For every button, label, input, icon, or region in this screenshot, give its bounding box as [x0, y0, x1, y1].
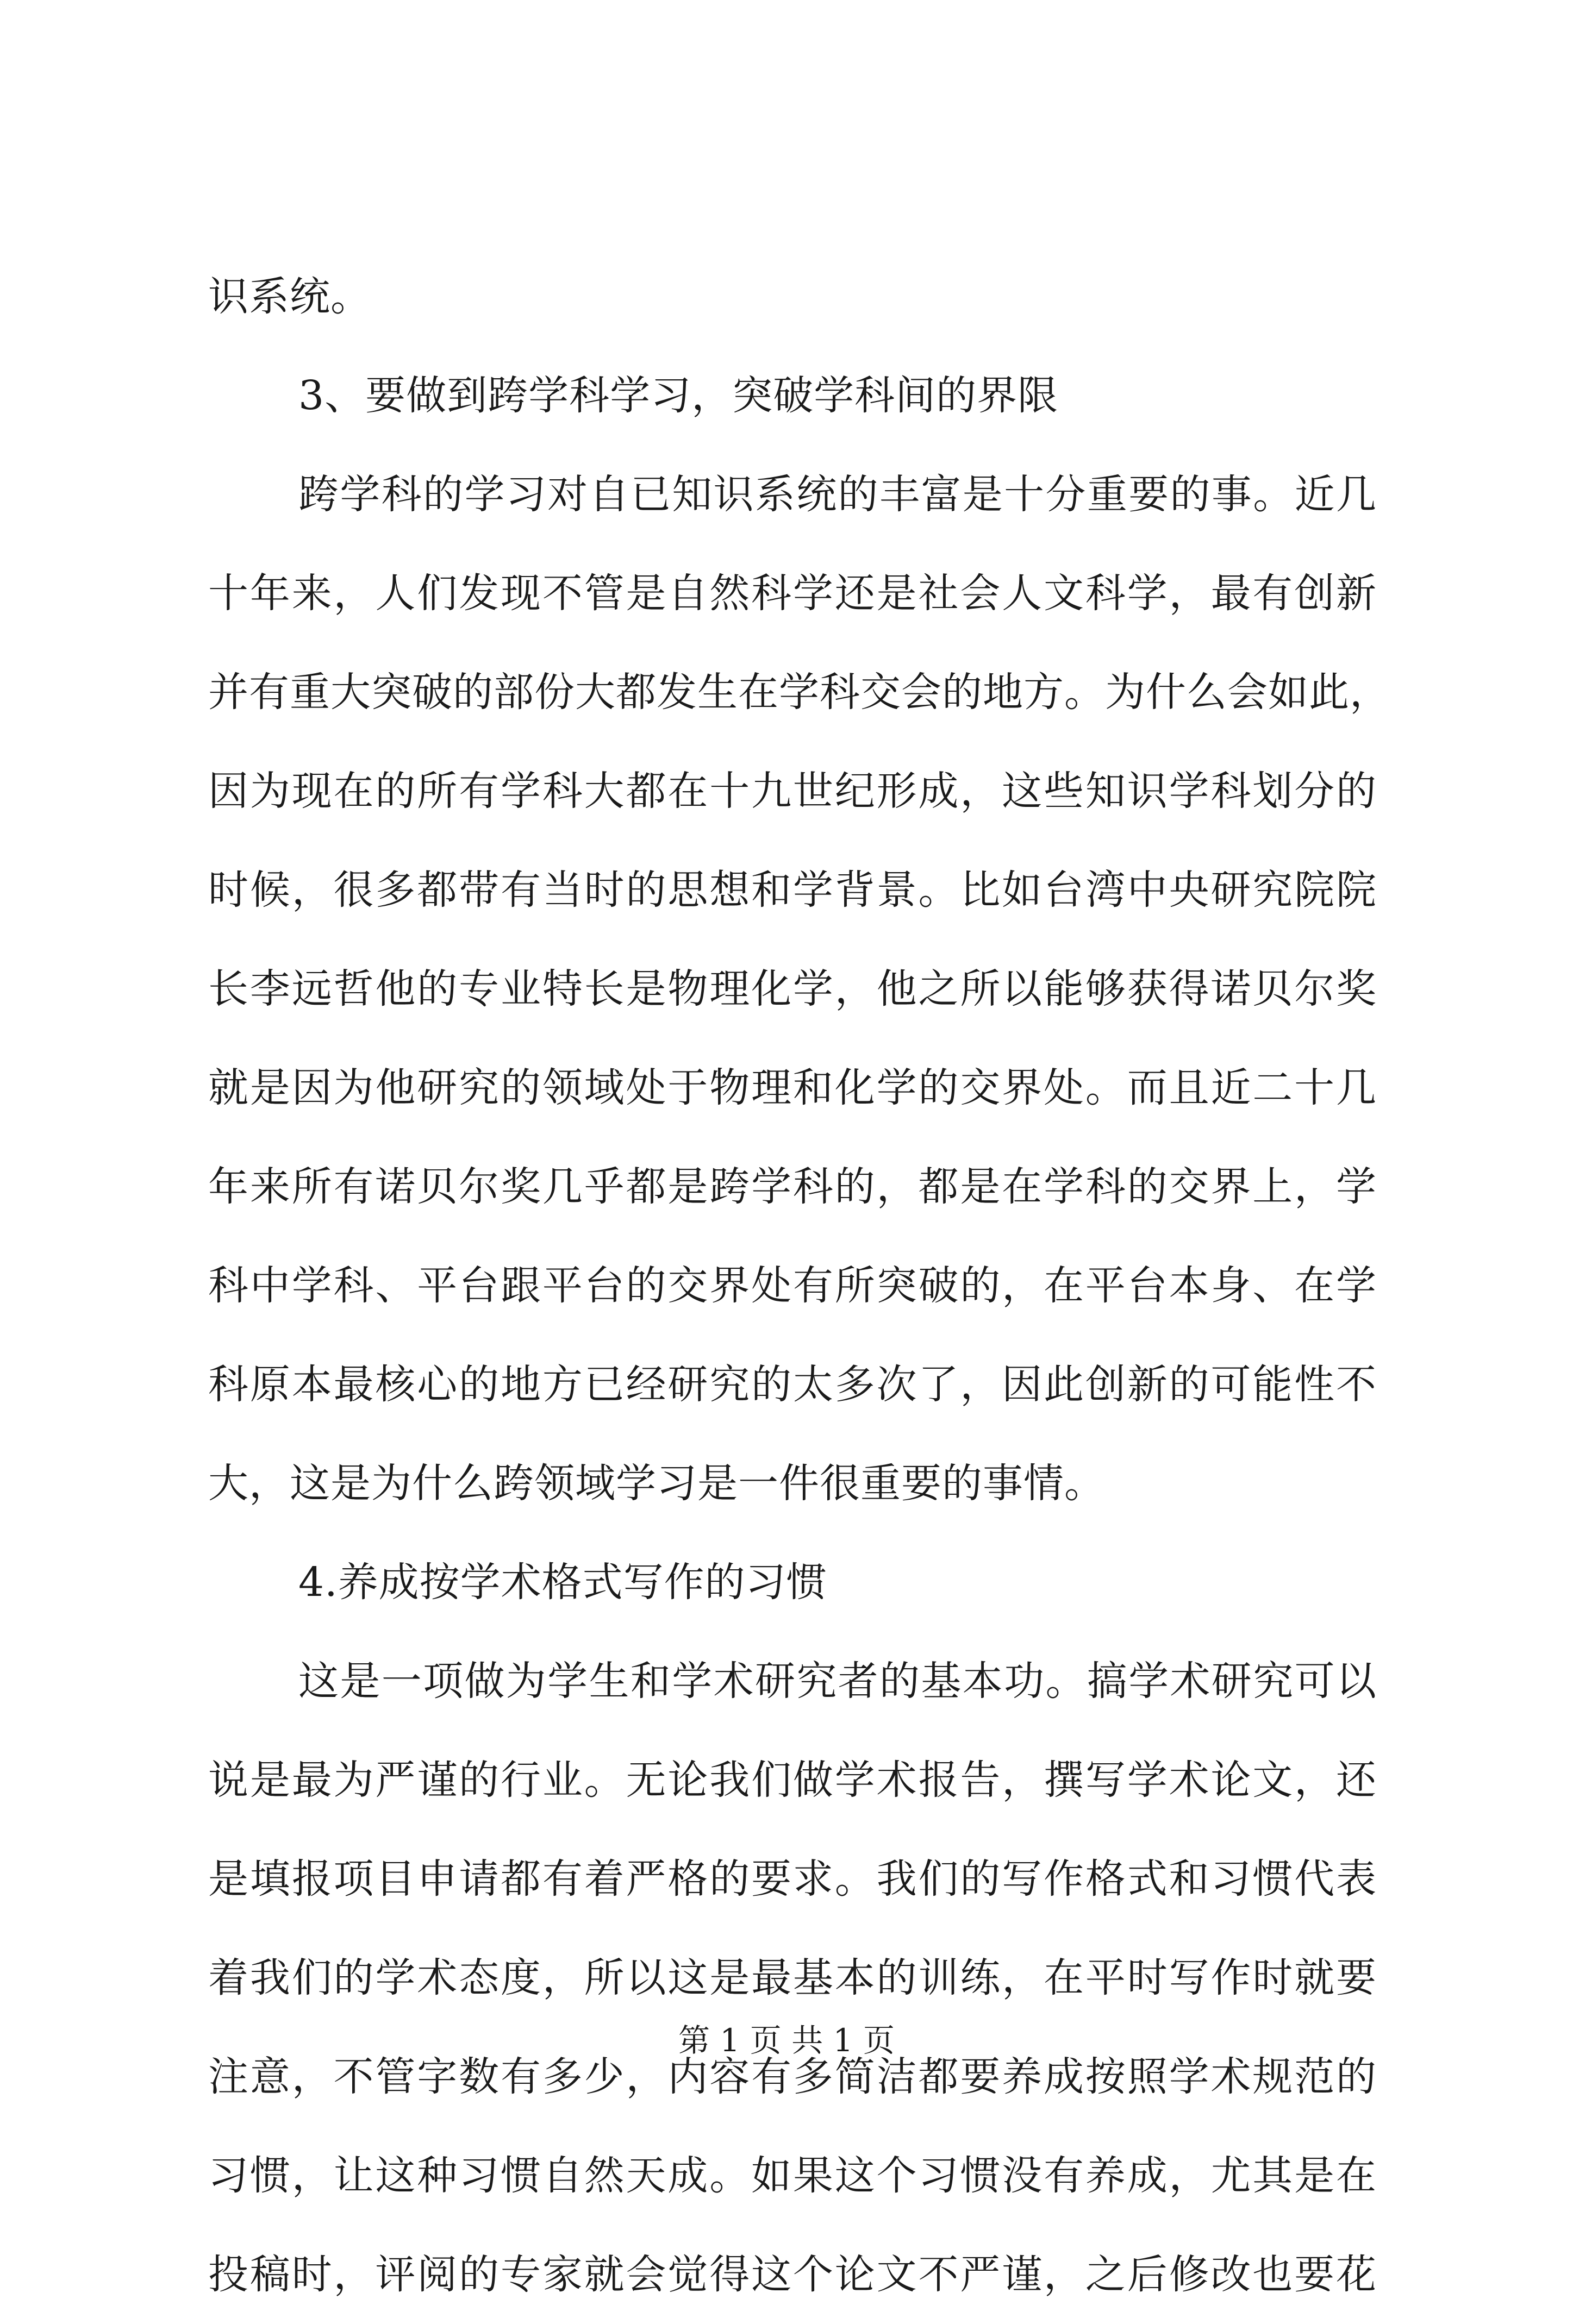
- text-line: 注意，不管字数有多少，内容有多简洁都要养成按照学术规范的: [208, 2053, 1377, 2100]
- text-line: 科原本最核心的地方已经研究的太多次了，因此创新的可能性不: [208, 1361, 1377, 1408]
- document-body: [208, 247, 1390, 2324]
- text-line: 跨学科的学习对自已知识系统的丰富是十分重要的事。近几: [298, 471, 1377, 518]
- text-line: 就是因为他研究的领域处于物理和化学的交界处。而且近二十几: [208, 1064, 1377, 1111]
- page-footer: 第 1 页 共 1 页: [678, 2022, 895, 2059]
- text-line: 是填报项目申请都有着严格的要求。我们的写作格式和习惯代表: [208, 1856, 1377, 1902]
- text-line: 识系统。: [208, 273, 371, 320]
- section-heading-4: 4.养成按学术格式写作的习惯: [298, 1559, 827, 1606]
- text-line: 投稿时，评阅的专家就会觉得这个论文不严谨，之后修改也要花: [208, 2251, 1377, 2298]
- text-line: 年来所有诺贝尔奖几乎都是跨学科的，都是在学科的交界上，学: [208, 1163, 1377, 1210]
- text-line: 科中学科、平台跟平台的交界处有所突破的，在平台本身、在学: [208, 1262, 1377, 1309]
- text-line: 着我们的学术态度，所以这是最基本的训练，在平时写作时就要: [208, 1955, 1377, 2001]
- section-heading-3: 3、要做到跨学科学习，突破学科间的界限: [298, 372, 1059, 419]
- text-line: 这是一项做为学生和学术研究者的基本功。搞学术研究可以: [298, 1658, 1377, 1705]
- text-line: 时候，很多都带有当时的思想和学背景。比如台湾中央研究院院: [208, 867, 1377, 913]
- text-line: 十年来，人们发现不管是自然科学还是社会人文科学，最有创新: [208, 570, 1377, 617]
- text-line: 长李远哲他的专业特长是物理化学，他之所以能够获得诺贝尔奖: [208, 966, 1377, 1012]
- text-line: 习惯，让这种习惯自然天成。如果这个习惯没有养成，尤其是在: [208, 2152, 1377, 2199]
- text-line: 说是最为严谨的行业。无论我们做学术报告，撰写学术论文，还: [208, 1757, 1377, 1803]
- text-line: 因为现在的所有学科大都在十九世纪形成，这些知识学科划分的: [208, 768, 1377, 815]
- text-line: 并有重大突破的部份大都发生在学科交会的地方。为什么会如此，: [208, 669, 1390, 716]
- text-line: 大，这是为什么跨领域学习是一件很重要的事情。: [208, 1460, 1105, 1507]
